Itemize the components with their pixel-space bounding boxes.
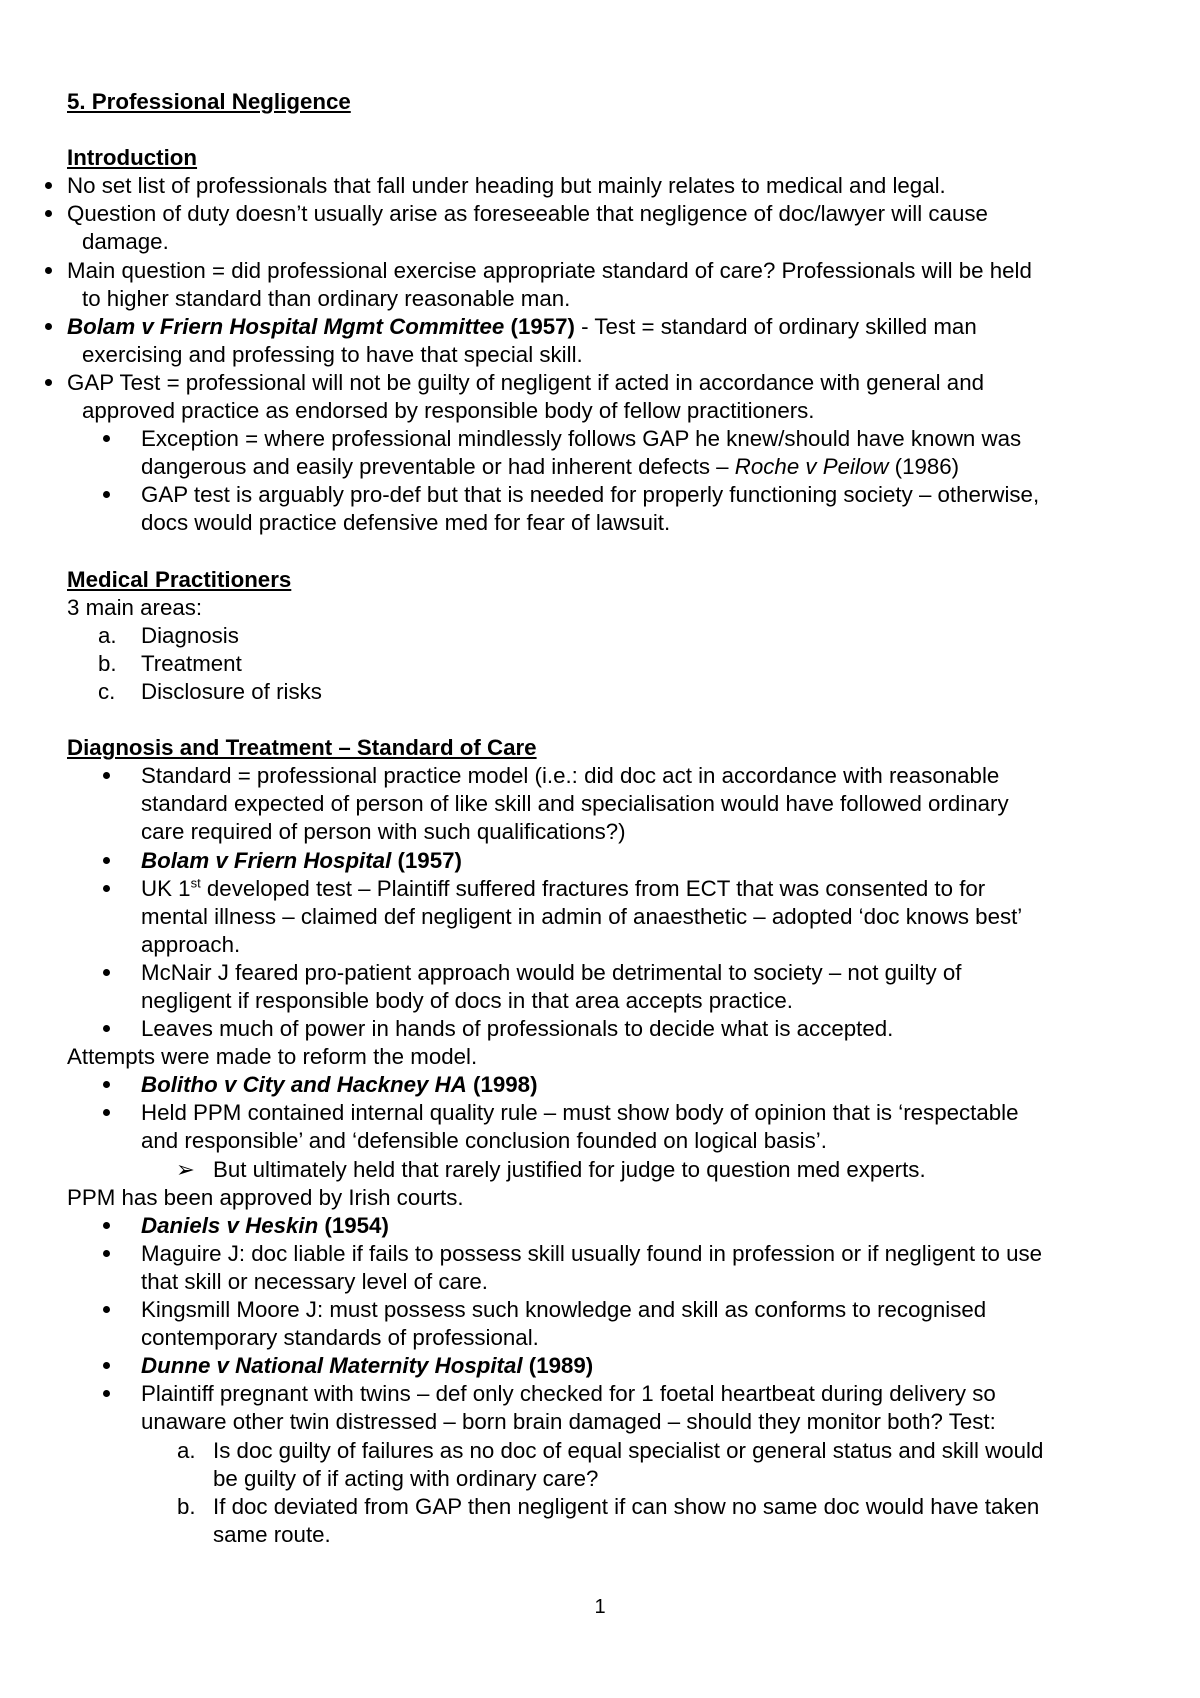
list-item-continuation: damage. (82, 229, 169, 255)
bullet-icon (103, 1240, 110, 1268)
bullet-icon (103, 1380, 110, 1408)
list-item-continuation: care required of person with such qualifications?) (141, 819, 626, 845)
list-item: Leaves much of power in hands of professionals to decide what is accepted. (67, 1015, 1147, 1043)
sub-list-item: ➢ But ultimately held that rarely justified for judge to question med experts. (67, 1156, 1147, 1184)
bullet-icon (45, 369, 52, 397)
sub-list-item: b. If doc deviated from GAP then negligent if can show no same doc would have taken (177, 1493, 1040, 1519)
list-item-continuation: contemporary standards of professional. (141, 1325, 539, 1351)
list-item: Held PPM contained internal quality rule – must show body of opinion that is ‘respectable (67, 1099, 1147, 1127)
bullet-icon (103, 762, 110, 790)
list-item: Kingsmill Moore J: must possess such knowledge and skill as conforms to recognised (67, 1296, 1147, 1324)
list-item: GAP Test = professional will not be guilty of negligent if acted in accordance with general and (67, 369, 1147, 397)
bullet-icon (45, 313, 52, 341)
case-name: Bolitho v City and Hackney HA (141, 1072, 467, 1098)
list-item: Dunne v National Maternity Hospital (1989) (67, 1352, 1147, 1380)
spacer (67, 706, 1147, 734)
list-item-continuation: that skill or necessary level of care. (141, 1268, 488, 1294)
section-heading-medical: Medical Practitioners (67, 566, 292, 592)
spacer (67, 116, 1147, 144)
bullet-icon (45, 172, 52, 200)
list-item: Maguire J: doc liable if fails to possess skill usually found in profession or if negligent to use (67, 1240, 1147, 1268)
bullet-icon (103, 1352, 110, 1380)
bullet-icon (103, 1099, 110, 1127)
spacer (67, 538, 1147, 566)
bullet-icon (103, 1071, 110, 1099)
bullet-icon (103, 959, 110, 987)
list-item: c. Disclosure of risks (98, 678, 322, 704)
list-item: No set list of professionals that fall under heading but mainly relates to medical and legal. (67, 172, 1147, 200)
bullet-icon (103, 1015, 110, 1043)
list-item-continuation: standard expected of person of like skill and specialisation would have followed ordinary (141, 791, 1009, 817)
bullet-icon (103, 847, 110, 875)
list-item: Bolam v Friern Hospital (1957) (67, 847, 1147, 875)
list-item: b. Treatment (98, 650, 242, 676)
bullet-icon (103, 1212, 110, 1240)
list-item-continuation: exercising and professing to have that special skill. (82, 341, 583, 367)
page-number: 1 (594, 1596, 606, 1618)
sub-list-item: GAP test is arguably pro-def but that is needed for properly functioning society – otherwise, (67, 481, 1147, 509)
paragraph: Attempts were made to reform the model. (67, 1044, 478, 1070)
sub-list-item-continuation: dangerous and easily preventable or had inherent defects – Roche v Peilow (1986) (141, 454, 960, 480)
list-item: a. Diagnosis (98, 622, 239, 648)
paragraph: PPM has been approved by Irish courts. (67, 1184, 464, 1210)
bullet-icon (103, 1296, 110, 1324)
sub-list-item: Exception = where professional mindlessly follows GAP he knew/should have known was (67, 425, 1147, 453)
bullet-icon (45, 200, 52, 228)
list-item: McNair J feared pro-patient approach would be detrimental to society – not guilty of (67, 959, 1147, 987)
sub-list-item: a. Is doc guilty of failures as no doc of equal specialist or general status and skill would (177, 1437, 1044, 1463)
bullet-icon (45, 257, 52, 285)
list-item-continuation: negligent if responsible body of docs in that area accepts practice. (141, 988, 793, 1013)
page-title: 5. Professional Negligence (67, 89, 351, 114)
section-heading-introduction: Introduction (67, 145, 198, 171)
case-name: Bolam v Friern Hospital (141, 847, 392, 873)
list-item-continuation: approach. (141, 931, 241, 957)
case-name: Dunne v National Maternity Hospital (141, 1353, 523, 1379)
sub-list-item-continuation: be guilty of if acting with ordinary care? (213, 1465, 599, 1491)
section-heading-diagnosis: Diagnosis and Treatment – Standard of Care (67, 735, 537, 761)
list-item-continuation: to higher standard than ordinary reasonable man. (82, 285, 571, 311)
case-name: Bolam v Friern Hospital Mgmt Committee (67, 313, 505, 339)
list-item-continuation: mental illness – claimed def negligent in admin of anaesthetic – adopted ‘doc knows best’ (141, 903, 1023, 929)
sub-list-item-continuation: docs would practice defensive med for fear of lawsuit. (141, 510, 671, 536)
list-item: Bolitho v City and Hackney HA (1998) (67, 1071, 1147, 1099)
sub-list-item-continuation: same route. (213, 1521, 331, 1547)
bullet-icon (103, 875, 110, 903)
case-name: Daniels v Heskin (141, 1212, 319, 1238)
document-page (67, 88, 1147, 1549)
arrow-bullet-icon: ➢ (176, 1156, 195, 1182)
list-item: UK 1st developed test – Plaintiff suffered fractures from ECT that was consented to for (67, 875, 1147, 903)
list-item: Bolam v Friern Hospital Mgmt Committee (1957) - Test = standard of ordinary skilled man (67, 313, 1147, 341)
case-name: Roche v Peilow (734, 454, 889, 480)
bullet-icon (103, 425, 110, 453)
list-item: Question of duty doesn’t usually arise as foreseeable that negligence of doc/lawyer will cause (67, 200, 1147, 228)
list-item: Daniels v Heskin (1954) (67, 1212, 1147, 1240)
list-item: Standard = professional practice model (i.e.: did doc act in accordance with reasonable (67, 762, 1147, 790)
list-item: Plaintiff pregnant with twins – def only checked for 1 foetal heartbeat during delivery so (67, 1380, 1147, 1408)
bullet-icon (103, 481, 110, 509)
paragraph: 3 main areas: (67, 594, 203, 620)
list-item: Main question = did professional exercise appropriate standard of care? Professionals will be held (67, 257, 1147, 285)
list-item-continuation: approved practice as endorsed by responsible body of fellow practitioners. (82, 398, 815, 424)
list-item-continuation: unaware other twin distressed – born brain damaged – should they monitor both? Test: (141, 1409, 996, 1435)
list-item-continuation: and responsible’ and ‘defensible conclusion founded on logical basis’. (141, 1128, 827, 1154)
